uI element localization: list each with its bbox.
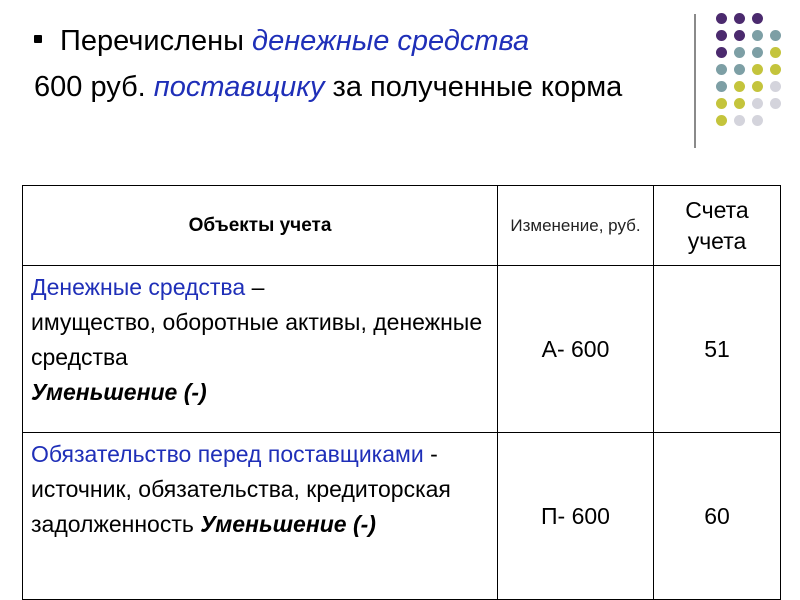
- bullet-icon: [34, 35, 42, 43]
- title-text-3: за полученные корма: [324, 71, 623, 103]
- row-change: П- 600: [498, 433, 654, 600]
- decor-dot: [752, 81, 763, 92]
- row-dash: -: [423, 441, 438, 467]
- title-highlight-supplier: поставщику: [153, 71, 325, 103]
- slide-title: [34, 18, 674, 110]
- decor-dot: [770, 98, 781, 109]
- decor-dot: [716, 98, 727, 109]
- decor-dot: [752, 30, 763, 41]
- row-account: 51: [654, 266, 781, 433]
- decor-dot: [716, 64, 727, 75]
- decor-dot: [770, 64, 781, 75]
- header-objects: Объекты учета: [23, 186, 498, 266]
- decor-dot: [734, 81, 745, 92]
- table-row: [23, 433, 781, 600]
- table-header-row: [23, 186, 781, 266]
- decor-vertical-line: [694, 14, 696, 148]
- decor-dot: [770, 30, 781, 41]
- row-dash: –: [245, 274, 265, 300]
- header-accounts: Счета учета: [654, 186, 781, 266]
- decor-dot: [716, 81, 727, 92]
- decor-dot: [716, 47, 727, 58]
- decor-dot: [734, 115, 745, 126]
- row-subject: Обязательство перед поставщиками: [31, 441, 424, 467]
- decor-dot: [770, 81, 781, 92]
- row-effect: Уменьшение (-): [31, 379, 207, 405]
- header-change: Изменение, руб.: [498, 186, 654, 266]
- decor-dot: [716, 13, 727, 24]
- row-details: источник, обязательства, кредиторская задолженность: [31, 476, 451, 537]
- decor-dot: [752, 47, 763, 58]
- title-text-2: 600 руб.: [34, 71, 154, 103]
- row-description: [23, 433, 498, 600]
- decor-dot: [716, 115, 727, 126]
- row-details: имущество, оборотные активы, денежные средства: [31, 309, 483, 370]
- table-row: [23, 266, 781, 433]
- decor-dot: [752, 64, 763, 75]
- decor-dot: [752, 13, 763, 24]
- title-highlight-cash: денежные средства: [252, 25, 530, 57]
- decor-dot: [734, 47, 745, 58]
- decor-dot: [734, 64, 745, 75]
- decor-dot: [752, 115, 763, 126]
- row-effect: Уменьшение (-): [200, 511, 376, 537]
- decor-dot-grid: [712, 10, 792, 130]
- decor-dot: [734, 30, 745, 41]
- row-description: [23, 266, 498, 433]
- decor-dot: [734, 13, 745, 24]
- decor-dot: [770, 47, 781, 58]
- row-account: 60: [654, 433, 781, 600]
- decor-dot: [734, 98, 745, 109]
- decor-dot: [716, 30, 727, 41]
- row-change: А- 600: [498, 266, 654, 433]
- accounting-table: [22, 185, 781, 600]
- title-text-1: Перечислены: [60, 25, 253, 57]
- decor-dot: [752, 98, 763, 109]
- row-subject: Денежные средства: [31, 274, 246, 300]
